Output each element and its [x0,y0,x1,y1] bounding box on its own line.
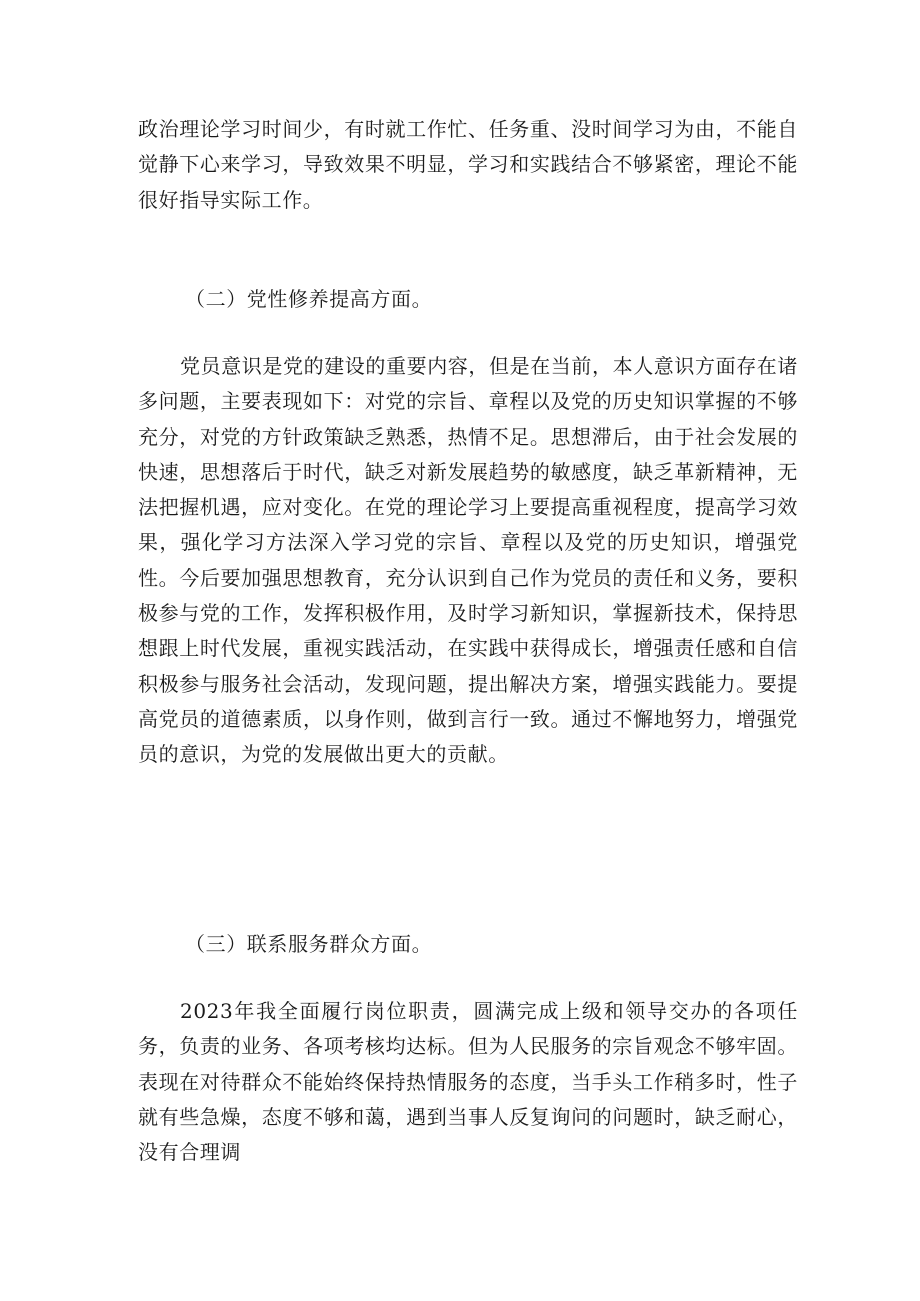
section-heading-party-spirit: （二）党性修养提高方面。 [185,287,433,311]
paragraph-serving-masses: 2023年我全面履行岗位职责，圆满完成上级和领导交办的各项任务，负责的业务、各项考核均达标。但为人民服务的宗旨观念不够牢固。表现在对待群众不能始终保持热情服务的态度，当手头工作稍多时，性子就有些急燥，态度不够和蔼，遇到当事人反复询问的问题时，缺乏耐心，没有合理调 [138,999,798,1165]
paragraph-party-member-awareness: 党员意识是党的建设的重要内容，但是在当前，本人意识方面存在诸多问题，主要表现如下：对党的宗旨、章程以及党的历史知识掌握的不够充分，对党的方针政策缺乏熟悉，热情不足。思想滞后，由于社会发展的快速，思想落后于时代，缺乏对新发展趋势的敏感度，缺乏革新精神，无法把握机遇，应对变化。在党的理论学习上要提高重视程度，提高学习效果，强化学习方法深入学习党的宗旨、章程以及党的历史知识，增强党性。今后要加强思想教育，充分认识到自己作为党员的责任和义务，要积极参与党的工作，发挥积极作用，及时学习新知识，掌握新技术，保持思想跟上时代发展，重视实践活动，在实践中获得成长，增强责任感和自信积极参与服务社会活动，发现问题，提出解决方案，增强实践能力。要提高党员的道德素质，以身作则，做到言行一致。通过不懈地努力，增强党员的意识，为党的发展做出更大的贡献。 [138,354,798,767]
section-heading-serving-masses: （三）联系服务群众方面。 [185,932,433,956]
paragraph-political-study: 政治理论学习时间少，有时就工作忙、任务重、没时间学习为由，不能自觉静下心来学习，导致效果不明显，学习和实践结合不够紧密，理论不能很好指导实际工作。 [138,117,798,212]
